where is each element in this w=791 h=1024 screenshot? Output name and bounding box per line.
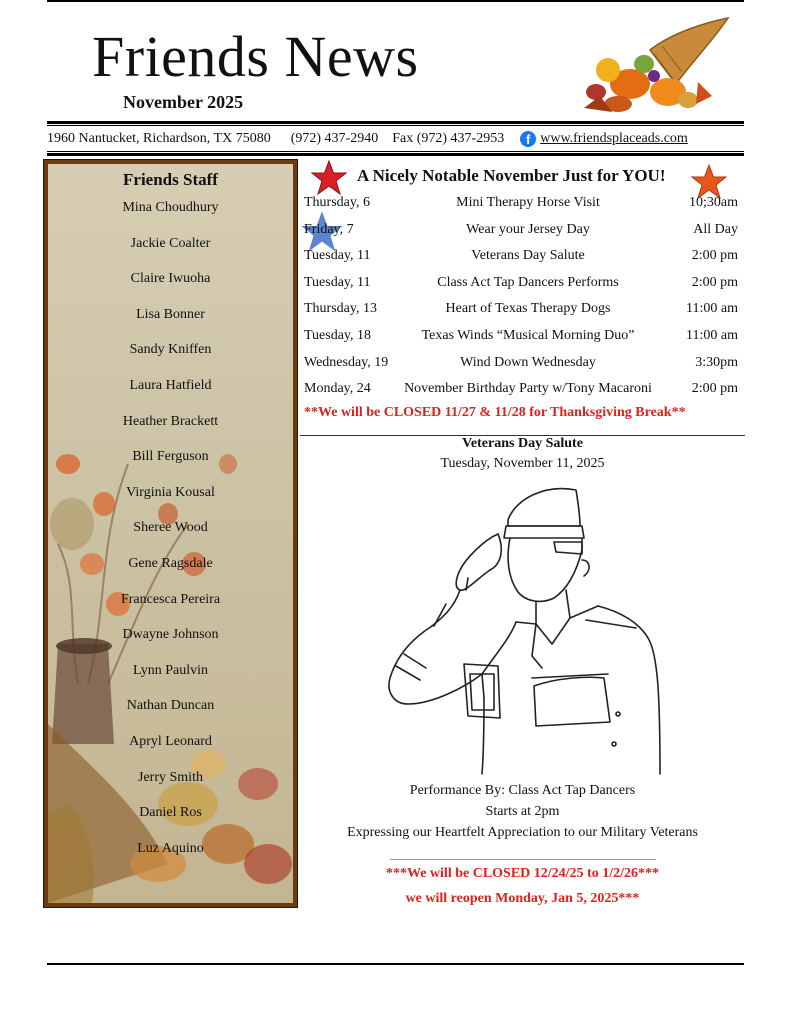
event-row: [304, 190, 744, 217]
phone-number: (972) 437-2940: [290, 131, 379, 146]
event-name: Wear your Jersey Day: [466, 221, 590, 237]
issue-date: November 2025: [123, 92, 244, 112]
event-row: [304, 350, 744, 377]
staff-name: Dwayne Johnson: [122, 627, 219, 643]
event-time: 2:00 pm: [691, 248, 738, 264]
holiday-closed-note: ***We will be CLOSED 12/24/25 to 1/2/26***: [385, 866, 659, 881]
staff-name: Lynn Paulvin: [132, 662, 209, 678]
event-row: [304, 217, 744, 244]
events-table: [304, 190, 744, 403]
facebook-icon[interactable]: f: [520, 131, 536, 147]
staff-list: [48, 170, 293, 866]
veterans-date: Tuesday, November 11, 2025: [440, 456, 605, 471]
header-rule-thick: [47, 121, 744, 124]
event-day: Wednesday, 19: [304, 354, 389, 370]
event-name: November Birthday Party w/Tony Macaroni: [404, 381, 652, 397]
veterans-title: Veterans Day Salute: [462, 436, 583, 451]
staff-name: Virginia Kousal: [126, 484, 215, 500]
staff-name: Jackie Coalter: [130, 235, 211, 251]
event-time: 11:00 am: [686, 301, 738, 317]
event-day: Thursday, 13: [304, 301, 377, 317]
cornucopia-icon: [578, 12, 736, 118]
event-row: [304, 270, 744, 297]
staff-name: Gene Ragsdale: [128, 555, 213, 571]
event-name: Mini Therapy Horse Visit: [456, 195, 600, 210]
newsletter-title: Friends News: [92, 24, 419, 89]
staff-name: Claire Iwuoha: [130, 271, 211, 287]
staff-sidebar: [44, 160, 297, 907]
staff-name: Sheree Wood: [133, 520, 208, 536]
address: 1960 Nantucket, Richardson, TX 75080: [47, 131, 271, 146]
event-time: 2:00 pm: [691, 274, 738, 290]
appreciation-text: Expressing our Heartfelt Appreciation to our Military Veterans: [347, 825, 698, 840]
staff-name: Francesca Pereira: [120, 591, 221, 607]
event-day: Tuesday, 11: [304, 274, 371, 290]
staff-name: Luz Aquino: [137, 840, 204, 856]
event-name: Class Act Tap Dancers Performs: [437, 274, 619, 290]
website-link[interactable]: www.friendsplaceads.com: [540, 131, 688, 146]
event-time: 3:30pm: [695, 354, 738, 370]
event-row: [304, 323, 744, 350]
staff-title: Friends Staff: [123, 170, 218, 189]
event-day: Tuesday, 11: [304, 248, 371, 264]
dotted-divider: [390, 859, 656, 860]
event-time: 11:00 am: [686, 327, 738, 343]
event-time: All Day: [693, 221, 738, 237]
top-rule: [47, 0, 744, 2]
start-time-text: Starts at 2pm: [485, 804, 560, 819]
thanksgiving-closed-note: **We will be CLOSED 11/27 & 11/28 for Thanksgiving Break**: [304, 405, 686, 420]
event-row: [304, 376, 744, 403]
performance-text: Performance By: Class Act Tap Dancers: [409, 783, 636, 798]
staff-name: Daniel Ros: [139, 805, 202, 821]
bottom-rule: [47, 963, 744, 965]
staff-name: Bill Ferguson: [132, 449, 209, 465]
event-name: Veterans Day Salute: [471, 248, 585, 264]
event-day: Tuesday, 18: [304, 327, 372, 343]
event-time: 10;30am: [689, 195, 738, 210]
contact-rule-thin: [47, 151, 744, 152]
staff-name: Heather Brackett: [122, 413, 219, 429]
staff-name: Jerry Smith: [138, 769, 203, 785]
event-name: Texas Winds “Musical Morning Duo”: [421, 327, 635, 343]
staff-name: Laura Hatfield: [129, 377, 212, 393]
event-day: Thursday, 6: [304, 195, 370, 210]
fax-number: Fax (972) 437-2953: [392, 131, 505, 146]
event-day: Friday, 7: [304, 221, 354, 237]
event-time: 2:00 pm: [691, 381, 738, 397]
saluting-soldier-icon: [386, 478, 668, 778]
header-rule-thin: [47, 125, 744, 126]
staff-name: Mina Choudhury: [122, 200, 219, 215]
staff-name: Nathan Duncan: [126, 698, 215, 714]
staff-name: Lisa Bonner: [136, 306, 205, 322]
staff-name: Sandy Kniffen: [129, 342, 212, 358]
event-day: Monday, 24: [304, 381, 371, 397]
contact-rule-thick: [47, 153, 744, 156]
event-row: [304, 296, 744, 323]
events-title: A Nicely Notable November Just for YOU!: [357, 166, 666, 185]
reopen-note: we will reopen Monday, Jan 5, 2025***: [405, 891, 640, 906]
contact-row: [47, 128, 744, 150]
staff-name: Apryl Leonard: [129, 733, 212, 749]
event-name: Heart of Texas Therapy Dogs: [445, 301, 611, 317]
event-row: [304, 243, 744, 270]
event-name: Wind Down Wednesday: [460, 354, 596, 370]
